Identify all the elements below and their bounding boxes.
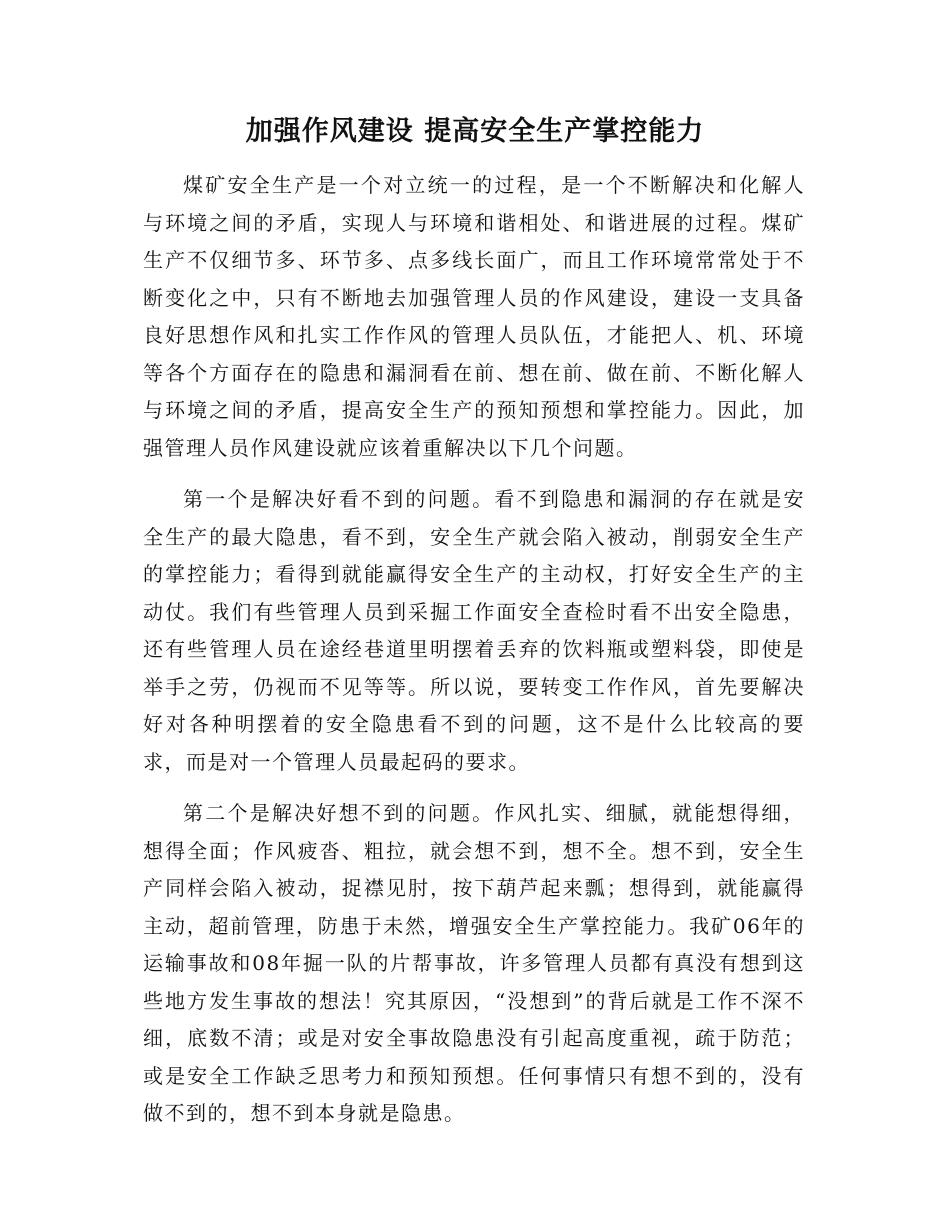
paragraph-intro: 煤矿安全生产是一个对立统一的过程，是一个不断解决和化解人与环境之间的矛盾，实现人与环境和谐相处、和谐进展的过程。煤矿生产不仅细节多、环节多、点多线长面广，而且工作环境常常处于不断变化之中，只有不断地去加强管理人员的作风建设，建设一支具备良好思想作风和扎实工作作风的管理人员队伍，才能把人、机、环境等各个方面存在的隐患和漏洞看在前、想在前、做在前、不断化解人与环境之间的矛盾，提高安全生产的预知预想和掌控能力。因此，加强管理人员作风建设就应该着重解决以下几个问题。 (143, 173, 805, 460)
paragraph-point-one: 第一个是解决好看不到的问题。看不到隐患和漏洞的存在就是安全生产的最大隐患，看不到，安全生产就会陷入被动，削弱安全生产的掌控能力；看得到就能赢得安全生产的主动权，打好安全生产的主动仗。我们有些管理人员到采掘工作面安全查检时看不出安全隐患，还有些管理人员在途经巷道里明摆着丢弃的饮料瓶或塑料袋，即使是举手之劳，仍视而不见等等。所以说，要转变工作作风，首先要解决好对各种明摆着的安全隐患看不到的问题，这不是什么比较高的要求，而是对一个管理人员最起码的要求。 (143, 487, 805, 774)
document-title: 加强作风建设 提高安全生产掌控能力 (245, 116, 705, 147)
document-body (143, 167, 805, 1133)
paragraph-point-two: 第二个是解决好想不到的问题。作风扎实、细腻，就能想得细，想得全面；作风疲沓、粗拉，就会想不到，想不全。想不到，安全生产同样会陷入被动，捉襟见肘，按下葫芦起来瓢；想得到，就能赢得主动，超前管理，防患于未然，增强安全生产掌控能力。我矿06年的运输事故和08年掘一队的片帮事故，许多管理人员都有真没有想到这些地方发生事故的想法！究其原因，“没想到”的背后就是工作不深不细，底数不清；或是对安全事故隐患没有引起高度重视，疏于防范；或是安全工作缺乏思考力和预知预想。任何事情只有想不到的，没有做不到的，想不到本身就是隐患。 (143, 801, 805, 1125)
